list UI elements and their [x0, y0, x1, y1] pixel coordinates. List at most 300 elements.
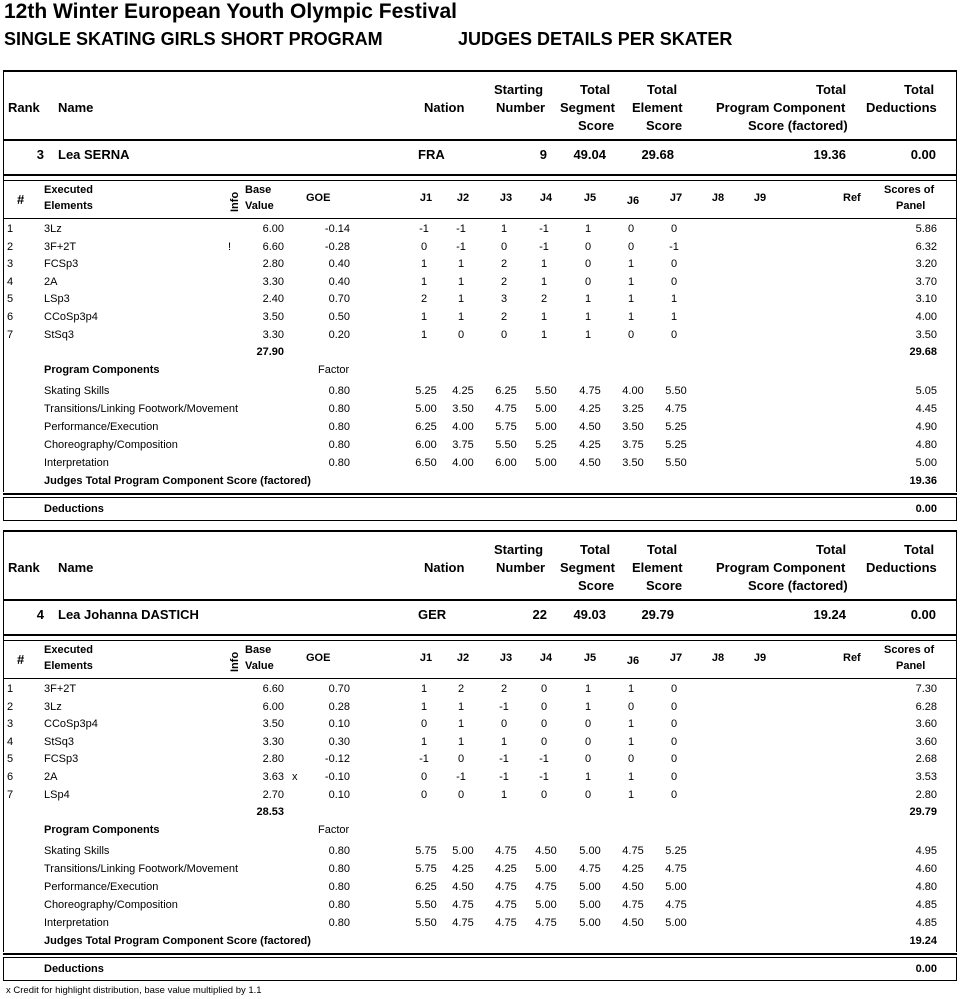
component-judge-score: 4.75 [495, 845, 517, 857]
tes-header-1: Total [647, 82, 678, 97]
hash-header: # [17, 192, 25, 207]
element-base-value: 6.00 [262, 223, 284, 235]
judges-total-label: Judges Total Program Component Score (factored) [44, 475, 311, 487]
element-base-value: 3.30 [262, 275, 284, 288]
judge-header-9: J9 [753, 192, 767, 204]
element-judge-score: 0 [420, 240, 428, 253]
component-judge-score: 6.25 [495, 385, 517, 397]
elements-score-total: 29.68 [909, 346, 937, 358]
element-base-value: 6.00 [262, 700, 284, 713]
element-judge-score: 1 [420, 258, 428, 271]
tss-header-3: Score [578, 118, 615, 133]
element-judge-score: 1 [500, 735, 508, 748]
base-header: Base [245, 184, 272, 196]
component-name: Interpretation [44, 457, 109, 469]
component-name: Performance/Execution [44, 421, 159, 433]
element-judge-score: 1 [627, 683, 635, 695]
element-judge-score: 0 [584, 788, 592, 801]
component-judge-score: 4.75 [452, 899, 474, 911]
element-judge-score: 1 [540, 328, 548, 341]
skater-start-number: 22 [532, 607, 547, 622]
number-header: Number [496, 100, 546, 115]
element-panel-score: 3.20 [915, 258, 937, 271]
details-top-border [3, 640, 957, 641]
element-judge-score: 0 [584, 258, 592, 271]
component-panel-score: 4.85 [915, 917, 937, 929]
base-value-total: 27.90 [256, 346, 284, 358]
deductions-value: 0.00 [915, 963, 937, 975]
component-panel-score: 4.95 [915, 845, 937, 857]
element-number: 6 [6, 311, 14, 323]
tss-header-1: Total [580, 82, 611, 97]
component-judge-score: 4.75 [665, 863, 687, 875]
element-goe: -0.28 [324, 240, 350, 253]
ded-header-2: Deductions [866, 560, 937, 575]
component-judge-score: 3.75 [622, 439, 644, 451]
judge-header-8: J8 [711, 652, 725, 664]
element-goe: 0.10 [328, 718, 350, 731]
element-info: ! [228, 240, 232, 253]
total-segment-score: 49.04 [573, 147, 606, 162]
footnote: x Credit for highlight distribution, base value multiplied by 1.1 [6, 985, 262, 996]
element-goe: 0.40 [328, 258, 350, 271]
component-judge-score: 6.50 [415, 457, 437, 469]
element-panel-score: 2.68 [915, 753, 937, 766]
component-judge-score: 6.00 [495, 457, 517, 469]
element-judge-score: 1 [457, 293, 465, 306]
deductions-label: Deductions [44, 963, 104, 975]
element-judge-score: 1 [420, 311, 428, 323]
deductions-box [3, 957, 957, 981]
element-judge-score: 0 [584, 753, 592, 766]
component-judge-score: 4.75 [495, 403, 517, 415]
element-judge-score: 1 [584, 700, 592, 713]
component-judge-score: 4.75 [579, 385, 601, 397]
component-judge-score: 5.75 [415, 845, 437, 857]
skater-name: Lea Johanna DASTICH [58, 607, 199, 622]
tss-header-1: Total [580, 542, 611, 557]
component-judge-score: 5.00 [665, 881, 687, 893]
component-judge-score: 5.25 [665, 439, 687, 451]
element-judge-score: 0 [540, 788, 548, 801]
element-number: 4 [6, 275, 14, 288]
component-name: Performance/Execution [44, 881, 159, 893]
component-judge-score: 5.25 [665, 421, 687, 433]
element-judge-score: 2 [540, 293, 548, 306]
element-judge-score: 1 [457, 735, 465, 748]
component-judge-score: 5.00 [579, 917, 601, 929]
component-judge-score: 3.50 [452, 403, 474, 415]
component-judge-score: 4.25 [495, 863, 517, 875]
page-title: 12th Winter European Youth Olympic Festival [4, 0, 457, 23]
element-judge-score: 1 [627, 788, 635, 801]
judge-header-3: J3 [499, 192, 513, 204]
element-judge-score: 2 [457, 683, 465, 695]
element-name: 3Lz [44, 700, 62, 713]
element-judge-score: 1 [500, 223, 508, 235]
tes-header-2: Element [632, 100, 683, 115]
judge-header-1: J1 [419, 192, 433, 204]
element-judge-score: 1 [627, 735, 635, 748]
component-panel-score: 5.05 [915, 385, 937, 397]
scores-of-header: Scores of [884, 184, 935, 196]
element-judge-score: -1 [669, 240, 679, 253]
details-bottom-border [3, 953, 957, 955]
component-judge-score: 4.50 [622, 917, 644, 929]
element-judge-score: 2 [500, 258, 508, 271]
component-judge-score: 5.25 [535, 439, 557, 451]
component-name: Choreography/Composition [44, 899, 178, 911]
element-name: 3F+2T [44, 240, 77, 253]
element-judge-score: 2 [500, 275, 508, 288]
element-judge-score: -1 [419, 753, 429, 766]
component-judge-score: 4.75 [579, 863, 601, 875]
element-goe: 0.40 [328, 275, 350, 288]
info-header: Info [229, 651, 241, 672]
element-judge-score: 1 [584, 683, 592, 695]
ref-header: Ref [843, 192, 861, 204]
element-judge-score: 0 [540, 735, 548, 748]
element-judge-score: 1 [584, 311, 592, 323]
judge-header-8: J8 [711, 192, 725, 204]
element-judge-score: 0 [670, 700, 678, 713]
component-judge-score: 4.75 [665, 403, 687, 415]
component-factor: 0.80 [328, 917, 350, 929]
deductions-box [3, 497, 957, 521]
element-base-value: 3.63 [262, 771, 284, 783]
element-judge-score: 0 [670, 753, 678, 766]
element-judge-score: 1 [420, 735, 428, 748]
component-judge-score: 3.50 [622, 421, 644, 433]
component-judge-score: 4.00 [452, 457, 474, 469]
element-judge-score: -1 [499, 771, 509, 783]
element-judge-score: 0 [670, 328, 678, 341]
judges-total-score: 19.36 [909, 475, 937, 487]
component-judge-score: 5.50 [415, 899, 437, 911]
element-name: StSq3 [44, 328, 74, 341]
tes-header-3: Score [646, 578, 683, 593]
component-judge-score: 4.75 [535, 917, 557, 929]
judge-header-1: J1 [419, 652, 433, 664]
element-judge-score: -1 [419, 223, 429, 235]
component-panel-score: 4.45 [915, 403, 937, 415]
element-judge-score: 0 [540, 718, 548, 731]
total-element-score: 29.79 [641, 607, 674, 622]
judge-header-9: J9 [753, 652, 767, 664]
tes-header-3: Score [646, 118, 683, 133]
element-name: CCoSp3p4 [44, 311, 98, 323]
element-judge-score: 0 [420, 718, 428, 731]
component-panel-score: 5.00 [915, 457, 937, 469]
component-judge-score: 4.00 [622, 385, 644, 397]
element-judge-score: 0 [584, 240, 592, 253]
element-name: 3F+2T [44, 683, 77, 695]
component-judge-score: 5.25 [665, 845, 687, 857]
ded-header-1: Total [904, 542, 935, 557]
component-judge-score: 5.50 [535, 385, 557, 397]
report-title: JUDGES DETAILS PER SKATER [458, 29, 733, 49]
element-judge-score: -1 [456, 240, 466, 253]
element-panel-score: 3.60 [915, 735, 937, 748]
nation-header: Nation [424, 100, 465, 115]
judge-header-4: J4 [539, 652, 553, 664]
element-judge-score: 1 [627, 275, 635, 288]
pcs-header-3: Score (factored) [748, 578, 848, 593]
program-components-header: Program Components [44, 364, 160, 376]
nation-header: Nation [424, 560, 465, 575]
judge-header-5: J5 [583, 192, 597, 204]
component-name: Interpretation [44, 917, 109, 929]
skater-nation: FRA [418, 147, 445, 162]
component-judge-score: 4.50 [579, 421, 601, 433]
component-name: Skating Skills [44, 845, 110, 857]
element-judge-score: 3 [500, 293, 508, 306]
element-base-value: 3.50 [262, 718, 284, 731]
element-judge-score: 1 [584, 293, 592, 306]
component-judge-score: 4.25 [452, 863, 474, 875]
element-judge-score: 0 [670, 735, 678, 748]
component-name: Transitions/Linking Footwork/Movement [44, 403, 239, 415]
pcs-header-1: Total [816, 542, 847, 557]
judge-header-2: J2 [456, 652, 470, 664]
pcs-header-2: Program Component [716, 100, 846, 115]
element-base-value: 2.80 [262, 753, 284, 766]
element-number: 2 [6, 240, 14, 253]
judge-header-3: J3 [499, 652, 513, 664]
component-judge-score: 5.00 [535, 457, 557, 469]
component-judge-score: 5.00 [579, 845, 601, 857]
element-goe: -0.10 [324, 771, 350, 783]
element-judge-score: 1 [584, 223, 592, 235]
component-panel-score: 4.90 [915, 421, 937, 433]
component-judge-score: 5.50 [665, 457, 687, 469]
component-judge-score: 5.00 [579, 881, 601, 893]
element-judge-score: 0 [670, 258, 678, 271]
element-base-value: 2.40 [262, 293, 284, 306]
component-judge-score: 5.50 [495, 439, 517, 451]
element-judge-score: 0 [540, 700, 548, 713]
component-judge-score: 4.75 [665, 899, 687, 911]
skater-rank: 3 [36, 147, 44, 162]
element-judge-score: -1 [539, 753, 549, 766]
element-goe: -0.14 [324, 223, 350, 235]
summary-divider [3, 139, 957, 141]
component-judge-score: 4.25 [452, 385, 474, 397]
element-judge-score: 0 [457, 788, 465, 801]
component-judge-score: 6.25 [415, 421, 437, 433]
elements-score-total: 29.79 [909, 806, 937, 818]
element-number: 7 [6, 328, 14, 341]
element-panel-score: 6.32 [915, 240, 937, 253]
judge-header-2: J2 [456, 192, 470, 204]
details-top-border [3, 180, 957, 181]
element-base-value: 6.60 [262, 240, 284, 253]
value-header: Value [245, 660, 274, 672]
element-name: LSp3 [44, 293, 70, 306]
element-judge-score: 1 [420, 328, 428, 341]
element-goe: 0.20 [328, 328, 350, 341]
element-judge-score: 1 [540, 275, 548, 288]
elements-header: Elements [44, 660, 93, 672]
element-panel-score: 7.30 [915, 683, 937, 695]
element-number: 5 [6, 753, 14, 766]
element-panel-score: 3.53 [915, 771, 937, 783]
element-judge-score: 0 [627, 223, 635, 235]
element-judge-score: 1 [457, 275, 465, 288]
element-goe: 0.28 [328, 700, 350, 713]
judges-total-score: 19.24 [909, 935, 937, 947]
total-deductions: 0.00 [910, 147, 936, 162]
ded-header-1: Total [904, 82, 935, 97]
info-header: Info [229, 191, 241, 212]
element-judge-score: 0 [584, 718, 592, 731]
element-name: 3Lz [44, 223, 62, 235]
element-judge-score: 1 [627, 311, 635, 323]
element-judge-score: 0 [627, 700, 635, 713]
executed-header: Executed [44, 644, 93, 656]
element-number: 3 [6, 258, 14, 271]
starting-header: Starting [494, 82, 544, 97]
panel-header: Panel [896, 660, 926, 672]
component-judge-score: 5.00 [452, 845, 474, 857]
element-number: 7 [6, 788, 14, 801]
component-judge-score: 4.50 [535, 845, 557, 857]
name-header: Name [58, 560, 94, 575]
element-judge-score: 1 [584, 328, 592, 341]
judge-header-4: J4 [539, 192, 553, 204]
element-name: StSq3 [44, 735, 74, 748]
base-header: Base [245, 644, 272, 656]
element-name: LSp4 [44, 788, 70, 801]
component-factor: 0.80 [328, 403, 350, 415]
base-value-total: 28.53 [256, 806, 284, 818]
element-number: 5 [6, 293, 14, 306]
pcs-header-1: Total [816, 82, 847, 97]
element-goe: 0.70 [328, 683, 350, 695]
component-factor: 0.80 [328, 863, 350, 875]
component-judge-score: 5.00 [535, 421, 557, 433]
goe-header: GOE [306, 192, 331, 204]
element-judge-score: 1 [627, 771, 635, 783]
component-judge-score: 4.75 [452, 917, 474, 929]
element-panel-score: 3.60 [915, 718, 937, 731]
component-judge-score: 5.50 [665, 385, 687, 397]
details-bottom-border [3, 493, 957, 495]
program-components-header: Program Components [44, 824, 160, 836]
tss-header-2: Segment [560, 560, 615, 575]
component-factor: 0.80 [328, 385, 350, 397]
component-judge-score: 3.50 [622, 457, 644, 469]
element-number: 1 [6, 223, 14, 235]
deductions-value: 0.00 [915, 503, 937, 515]
element-x-marker: x [292, 771, 298, 783]
component-panel-score: 4.80 [915, 881, 937, 893]
element-judge-score: 1 [457, 700, 465, 713]
component-judge-score: 6.25 [415, 881, 437, 893]
element-name: FCSp3 [44, 753, 79, 766]
elements-header-divider [3, 678, 957, 679]
element-judge-score: 0 [670, 771, 678, 783]
component-judge-score: 5.00 [535, 863, 557, 875]
component-name: Skating Skills [44, 385, 110, 397]
component-judge-score: 3.75 [452, 439, 474, 451]
element-judge-score: 0 [627, 240, 635, 253]
component-judge-score: 4.25 [579, 439, 601, 451]
element-judge-score: 1 [627, 258, 635, 271]
element-panel-score: 6.28 [915, 700, 937, 713]
goe-header: GOE [306, 652, 331, 664]
element-judge-score: -1 [499, 753, 509, 766]
element-base-value: 3.50 [262, 311, 284, 323]
element-judge-score: 1 [457, 258, 465, 271]
element-judge-score: 1 [420, 683, 428, 695]
skater-nation: GER [418, 607, 447, 622]
scores-of-header: Scores of [884, 644, 935, 656]
element-judge-score: 1 [627, 293, 635, 306]
component-panel-score: 4.80 [915, 439, 937, 451]
element-judge-score: 1 [670, 293, 678, 306]
ref-header: Ref [843, 652, 861, 664]
element-panel-score: 5.86 [915, 223, 937, 235]
skater-start-number: 9 [539, 147, 547, 162]
element-panel-score: 2.80 [915, 788, 937, 801]
component-factor: 0.80 [328, 439, 350, 451]
tes-header-1: Total [647, 542, 678, 557]
element-judge-score: 0 [500, 328, 508, 341]
component-judge-score: 4.75 [622, 899, 644, 911]
component-judge-score: 6.00 [415, 439, 437, 451]
component-judge-score: 4.25 [579, 403, 601, 415]
element-judge-score: 1 [670, 311, 678, 323]
component-judge-score: 5.75 [495, 421, 517, 433]
number-header: Number [496, 560, 546, 575]
component-judge-score: 5.00 [665, 917, 687, 929]
component-judge-score: 5.50 [415, 917, 437, 929]
component-factor: 0.80 [328, 899, 350, 911]
element-judge-score: 0 [584, 735, 592, 748]
element-judge-score: -1 [539, 240, 549, 253]
element-judge-score: 0 [670, 275, 678, 288]
component-judge-score: 5.00 [535, 899, 557, 911]
factor-header: Factor [318, 824, 350, 836]
judge-header-7: J7 [669, 652, 683, 664]
component-judge-score: 4.75 [495, 881, 517, 893]
element-judge-score: 2 [500, 311, 508, 323]
element-panel-score: 3.50 [915, 328, 937, 341]
rank-header: Rank [8, 560, 40, 575]
element-judge-score: 2 [420, 293, 428, 306]
element-judge-score: 0 [540, 683, 548, 695]
element-judge-score: 1 [540, 258, 548, 271]
summary-divider [3, 599, 957, 601]
tes-header-2: Element [632, 560, 683, 575]
element-number: 2 [6, 700, 14, 713]
element-judge-score: -1 [539, 771, 549, 783]
element-judge-score: 2 [500, 683, 508, 695]
rank-header: Rank [8, 100, 40, 115]
element-name: CCoSp3p4 [44, 718, 98, 731]
element-name: 2A [44, 771, 58, 783]
ded-header-2: Deductions [866, 100, 937, 115]
executed-header: Executed [44, 184, 93, 196]
deductions-label: Deductions [44, 503, 104, 515]
skater-rank: 4 [36, 607, 44, 622]
element-number: 4 [6, 735, 14, 748]
tss-header-2: Segment [560, 100, 615, 115]
element-panel-score: 3.70 [915, 275, 937, 288]
component-panel-score: 4.60 [915, 863, 937, 875]
element-judge-score: -1 [456, 223, 466, 235]
